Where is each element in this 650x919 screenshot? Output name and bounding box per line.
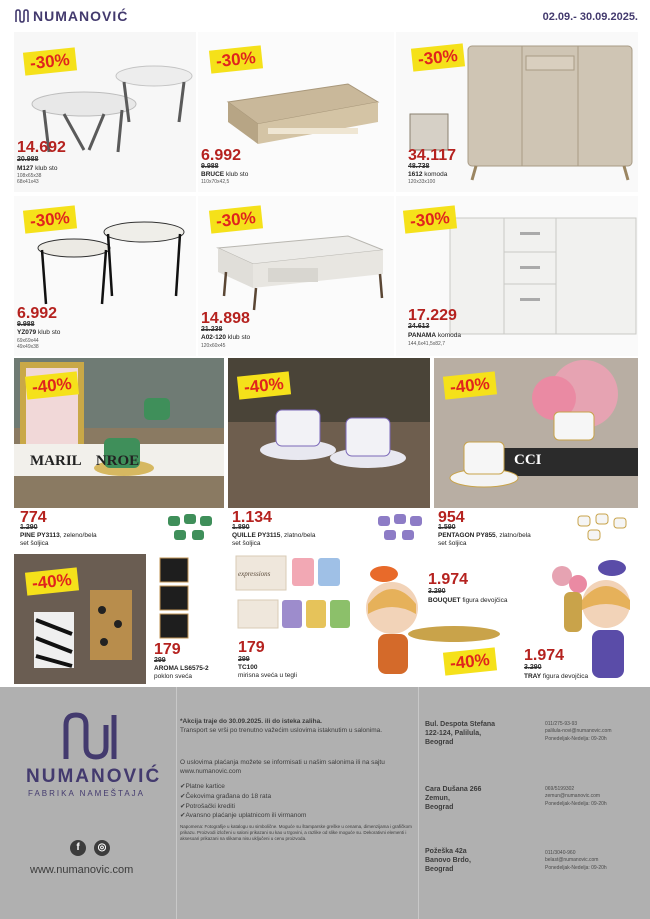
old-price: 20.988	[17, 156, 39, 163]
store-contact: 011/275-93-93 palilula-novi@numanovic.com Ponedeljak-Nedelja: 09-20h	[545, 721, 612, 742]
payment-intro: O uslovima plaćanja možete se informisati u našim salonima ili na sajtu www.numanovic.com	[180, 759, 385, 775]
product-name: 1612 komoda	[408, 171, 448, 178]
promo-date-range: 02.09.- 30.09.2025.	[542, 11, 638, 23]
old-price: 3.290	[524, 664, 542, 671]
product-card-bruce[interactable]	[198, 32, 394, 192]
old-price: 1.290	[20, 524, 38, 531]
product-card-a02-120[interactable]	[198, 196, 394, 356]
product-name: TC100 mirisna sveća u tegli	[238, 664, 297, 679]
product-name: AROMA LS6575-2 poklon sveća	[154, 665, 209, 680]
product-name: BRUCE klub sto	[201, 171, 249, 178]
product-name: PINE PY3113, zeleno/bela set šoljica	[20, 532, 97, 547]
product-price: 14.692	[17, 139, 66, 156]
product-name: M127 klub sto	[17, 165, 58, 172]
discount-badge: -40%	[443, 371, 497, 399]
brand-logo-icon	[14, 9, 30, 23]
product-name: BOUQUET figura devojčica	[428, 597, 508, 604]
product-card-panama[interactable]	[396, 196, 638, 356]
old-price: 9.988	[17, 321, 35, 328]
old-price: 24.613	[408, 323, 430, 330]
old-price: 21.238	[201, 326, 223, 333]
product-price: 774	[20, 509, 47, 526]
store-address: Bul. Despota Stefana 122-124, Palilula, Beograd	[425, 721, 496, 747]
old-price: 48.738	[408, 163, 430, 170]
old-price: 299	[238, 656, 250, 663]
footer-subtitle: FABRIKA NAMEŠTAJA	[28, 789, 145, 798]
product-name: YZ079 klub sto	[17, 329, 61, 336]
payment-item: ✔Potrošački krediti	[180, 802, 235, 810]
store-address: Cara Dušana 266 Zemun, Beograd	[425, 786, 482, 812]
payment-item: ✔Čekovima građana do 18 rata	[180, 792, 272, 800]
discount-badge: -30%	[209, 45, 263, 73]
product-card-1612[interactable]	[396, 32, 638, 192]
old-price: 1.590	[438, 524, 456, 531]
product-price: 1.134	[232, 509, 273, 526]
product-photo	[234, 554, 354, 644]
store-contact: 069/5199302 zemun@numanovic.com Ponedeljak-Nedelja: 09-20h	[545, 786, 607, 807]
product-card-pentagon[interactable]	[434, 358, 638, 550]
discount-badge: -30%	[23, 47, 77, 75]
discount-badge: -40%	[25, 371, 79, 399]
numanovic-logo-icon	[60, 711, 120, 761]
store-address: Požeška 42a Banovo Brdo, Beograd	[425, 848, 471, 874]
brand-name: NUMANOVIĆ	[33, 8, 129, 24]
product-dims: 69x69x44	[17, 338, 39, 344]
discount-badge: -30%	[411, 43, 465, 71]
product-card-yz079[interactable]	[14, 196, 196, 356]
product-name: QUILLE PY3115, zlatno/bela set šoljica	[232, 532, 316, 547]
product-dims: 68x41x43	[17, 179, 39, 185]
photo-box-text: expressions	[238, 570, 271, 578]
product-card-pine[interactable]	[14, 358, 224, 550]
product-thumbnail	[164, 510, 220, 546]
product-price: 14.898	[201, 310, 250, 327]
old-price: 299	[154, 657, 166, 664]
old-price: 1.890	[232, 524, 250, 531]
product-card-aroma[interactable]	[14, 554, 224, 684]
product-card-m127[interactable]	[14, 32, 196, 192]
product-name: PENTAGON PY855, zlatno/bela set šoljica	[438, 532, 531, 547]
divider	[418, 687, 419, 919]
product-price: 954	[438, 509, 465, 526]
product-name: PANAMA komoda	[408, 332, 461, 339]
product-card-tc100[interactable]	[234, 554, 354, 684]
discount-badge: -40%	[443, 647, 497, 675]
product-thumbnail	[574, 512, 634, 544]
discount-badge: -30%	[403, 205, 457, 233]
product-price: 6.992	[17, 305, 58, 322]
promo-validity: *Akcija traje do 30.09.2025. ili do isteka zaliha.	[180, 718, 322, 725]
product-dims: 49x49x38	[17, 344, 39, 350]
discount-badge: -30%	[23, 205, 77, 233]
disclaimer-note: Napomena: Fotografije u katalogu su simbolične. Moguće su štamparske greške u cenama, dimenzijama i grafičkom prikazu. Proizvodi izloženi u saloni prikazani su kao u trgovini, a razlike od slike moguće su. Dekorativni elementi i aksesoari prikazani na slikama nisu uključeni u cenu proizvoda.	[180, 824, 412, 841]
divider	[176, 687, 177, 919]
photo-book-text: MARIL NROE	[30, 453, 140, 469]
product-price-bouquet: 1.974	[428, 571, 469, 588]
product-dims: 144,6x41,5x82,7	[408, 341, 445, 347]
product-price: 179	[154, 641, 181, 658]
product-dims: 120x33x100	[408, 179, 436, 185]
product-card-quille[interactable]	[228, 358, 430, 550]
transport-note: Transport se vrši po trenutno važećim uslovima istaknutim u salonima.	[180, 727, 383, 734]
payment-list	[180, 782, 306, 821]
product-photo	[356, 554, 638, 687]
photo-book-text: CCI	[514, 452, 542, 468]
footer-brand: NUMANOVIĆ	[26, 766, 162, 787]
product-thumbnail	[154, 556, 194, 642]
product-card-figures[interactable]	[356, 554, 638, 687]
product-price: 17.229	[408, 307, 457, 324]
discount-badge: -30%	[209, 205, 263, 233]
product-dims: 120x60x45	[201, 343, 226, 349]
product-name: A02-120 klub sto	[201, 334, 251, 341]
facebook-icon[interactable]: f	[70, 840, 86, 856]
product-thumbnail	[374, 510, 428, 546]
old-price: 3.290	[428, 588, 446, 595]
discount-badge: -40%	[25, 567, 79, 595]
page-header	[0, 0, 650, 30]
old-price: 9.988	[201, 163, 219, 170]
social-links	[70, 840, 110, 856]
product-dims: 108x65x38	[17, 173, 42, 179]
store-contact: 011/3040-960 belast@numanovic.com Ponedeljak-Nedelja: 09-20h	[545, 850, 607, 871]
product-price: 6.992	[201, 147, 242, 164]
footer-website[interactable]: www.numanovic.com	[30, 864, 134, 876]
discount-badge: -40%	[237, 371, 291, 399]
product-price: 34.117	[408, 147, 457, 164]
product-price: 179	[238, 639, 265, 656]
page-footer	[0, 687, 650, 919]
payment-item: ✔Platne kartice	[180, 783, 225, 790]
payment-item: ✔Avansno plaćanje uplatnicom ili virmanom	[180, 812, 307, 820]
product-name: TRAY figura devojčica	[524, 673, 589, 680]
product-dims: 110x70x42,5	[201, 179, 230, 185]
instagram-icon[interactable]: ◎	[94, 840, 110, 856]
product-price-tray: 1.974	[524, 647, 565, 664]
